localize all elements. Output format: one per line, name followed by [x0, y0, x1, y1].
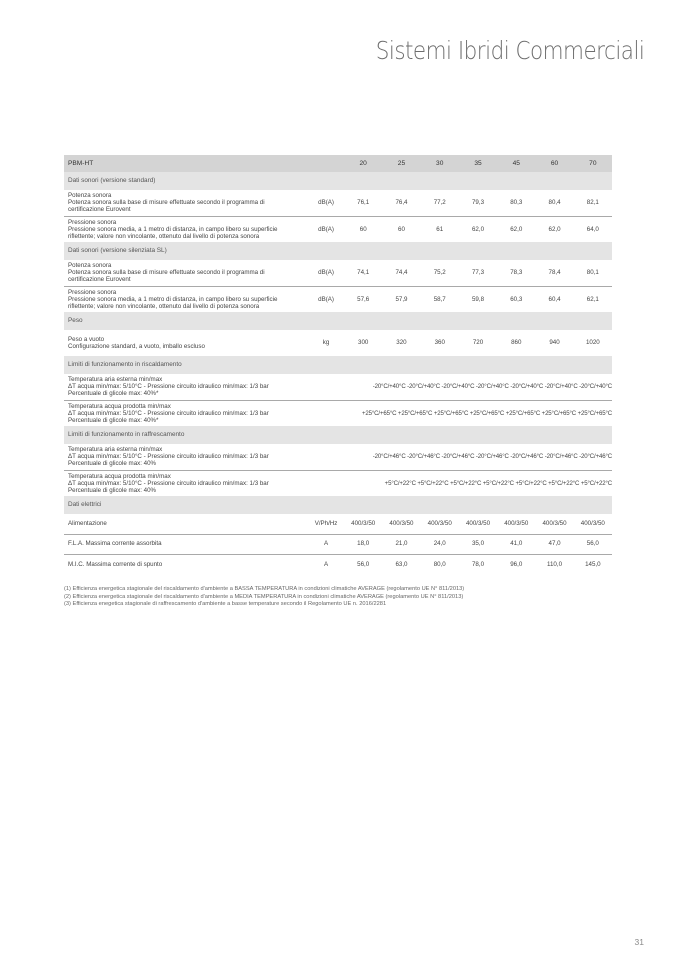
row-unit: dB(A)	[318, 225, 334, 233]
cell-value: 59,8	[471, 295, 485, 303]
section-header-row	[64, 172, 612, 190]
row-label-line: Pressione sonora	[68, 218, 117, 226]
row-label	[64, 374, 308, 400]
row-label-line: Pressione sonora	[68, 288, 117, 296]
size-header: 30	[421, 155, 459, 172]
row-unit: dB(A)	[308, 260, 344, 286]
size-header: 35	[459, 155, 497, 172]
row-label-line: Pressione sonora media, a 1 metro di distanza, in campo libero su superficie	[68, 225, 278, 233]
table-row	[64, 260, 612, 286]
row-label-line: riflettente; valore non vincolante, ottenuto dal livello di potenza sonora	[68, 232, 260, 240]
table-row	[64, 330, 612, 356]
footnote: (3) Efficienza enegetica stagionale di raffrescamento d'ambiente a basse temperature secondo il Regolamento UE n. 2016/2281	[64, 601, 387, 608]
row-unit	[308, 470, 344, 496]
cell-value: 1020	[585, 339, 600, 347]
cell-value: 82,1	[574, 190, 612, 216]
cell-value: 80,4	[535, 190, 573, 216]
row-label-line: ΔT acqua min/max: 5/10°C - Pressione circuito idraulico min/max: 1/3 bar	[68, 453, 269, 461]
cell-value: 60,3	[510, 295, 523, 303]
row-label-line: Peso a vuoto	[68, 335, 105, 343]
footnote: (2) Efficienza energetica stagionale del riscaldamento d'ambiente a MEDIA TEMPERATURA in condizioni climatiche AVERAGE (regolamento UE N° 811/2013)	[64, 593, 464, 600]
cell-value: 78,4	[535, 260, 573, 286]
row-label	[64, 514, 308, 534]
row-label-line: Percentuale di glicole max: 40%*	[68, 390, 159, 398]
cell-value: 18,0	[344, 534, 382, 554]
row-unit: kg	[322, 339, 330, 347]
cell-value: 96,0	[510, 560, 523, 568]
cell-value: 400/3/50	[497, 514, 535, 534]
row-unit: A	[308, 534, 344, 554]
row-label	[64, 554, 308, 574]
row-range-values: -20°C/+46°C -20°C/+46°C -20°C/+46°C -20°C/+46°C -20°C/+46°C -20°C/+46°C -20°C/+46°C	[344, 444, 612, 470]
size-header: 20	[344, 155, 382, 172]
cell-value: 80,3	[497, 190, 535, 216]
row-label	[64, 216, 308, 242]
spec-table-body	[64, 155, 612, 574]
footnotes	[64, 586, 624, 609]
cell-value: 400/3/50	[421, 514, 459, 534]
row-label-line: Potenza sonora sulla base di misure effettuate secondo il programma di	[68, 199, 265, 207]
section-header-row	[64, 242, 612, 260]
row-label-line: M.I.C. Massima corrente di spunto	[68, 560, 163, 568]
cell-value: 76,1	[344, 190, 382, 216]
row-label-line: Percentuale di glicole max: 40%	[68, 486, 157, 494]
cell-value: 400/3/50	[344, 514, 382, 534]
row-label-line: Temperatura aria esterna min/max	[68, 446, 163, 454]
cell-value: 400/3/50	[574, 514, 612, 534]
row-label-line: Temperatura aria esterna min/max	[68, 376, 163, 384]
table-row	[64, 534, 612, 554]
row-label-line: ΔT acqua min/max: 5/10°C - Pressione circuito idraulico min/max: 1/3 bar	[68, 409, 269, 417]
row-label-line: Temperatura acqua prodotta min/max	[68, 402, 171, 410]
cell-value: 62,0	[471, 225, 485, 233]
row-label-line: Temperatura acqua prodotta min/max	[68, 472, 171, 480]
size-header: 45	[497, 155, 535, 172]
unit-header	[308, 155, 344, 172]
cell-value: 145,0	[585, 560, 601, 568]
cell-value: 57,9	[395, 295, 408, 303]
cell-value: 24,0	[421, 534, 459, 554]
page-title: Sistemi Ibridi Commerciali	[375, 36, 644, 65]
row-unit	[308, 374, 344, 400]
cell-value: 400/3/50	[535, 514, 573, 534]
row-label	[64, 534, 308, 554]
section-title: Limiti di funzionamento in raffrescamento	[64, 426, 612, 444]
row-label-line: Alimentazione	[68, 520, 107, 528]
row-unit: dB(A)	[318, 295, 334, 303]
table-row	[64, 286, 612, 312]
cell-value: 77,2	[421, 190, 459, 216]
table-row	[64, 554, 612, 574]
row-label	[64, 400, 308, 426]
row-label	[64, 260, 308, 286]
row-label	[64, 470, 308, 496]
cell-value: 940	[549, 339, 560, 347]
cell-value: 56,0	[357, 560, 370, 568]
cell-value: 300	[358, 339, 369, 347]
row-label-line: certificazione Eurovent	[68, 206, 131, 214]
section-header-row	[64, 312, 612, 330]
cell-value: 78,0	[471, 560, 485, 568]
table-row	[64, 400, 612, 426]
row-label-line: ΔT acqua min/max: 5/10°C - Pressione circuito idraulico min/max: 1/3 bar	[68, 479, 269, 487]
size-header: 25	[382, 155, 420, 172]
table-row	[64, 374, 612, 400]
footnote: (1) Efficienza energetica stagionale del riscaldamento d'ambiente a BASSA TEMPERATURA in condizioni climatiche AVERAGE (regolamento UE N° 811/2013)	[64, 586, 465, 592]
section-header-row	[64, 496, 612, 514]
cell-value: 77,3	[459, 260, 497, 286]
section-title: Dati elettrici	[64, 496, 612, 514]
table-row	[64, 190, 612, 216]
cell-value: 320	[396, 339, 407, 347]
cell-value: 35,0	[459, 534, 497, 554]
row-label	[64, 190, 308, 216]
row-range-values: +25°C/+65°C +25°C/+65°C +25°C/+65°C +25°C/+65°C +25°C/+65°C +25°C/+65°C +25°C/+65°C	[361, 409, 612, 417]
size-header: 70	[574, 155, 612, 172]
section-title: Peso	[64, 312, 612, 330]
row-unit: V/Ph/Hz	[308, 514, 344, 534]
row-label-line: ΔT acqua min/max: 5/10°C - Pressione circuito idraulico min/max: 1/3 bar	[68, 383, 269, 391]
table-header-row	[64, 155, 612, 172]
cell-value: 64,0	[586, 225, 599, 233]
cell-value: 75,2	[421, 260, 459, 286]
cell-value: 63,0	[395, 560, 408, 568]
cell-value: 78,3	[497, 260, 535, 286]
cell-value: 74,4	[382, 260, 420, 286]
cell-value: 60	[359, 225, 367, 233]
cell-value: 80,1	[574, 260, 612, 286]
page-number: 31	[634, 937, 644, 947]
spec-table	[64, 155, 612, 574]
row-label-line: Percentuale di glicole max: 40%*	[68, 416, 159, 424]
cell-value: 60,4	[548, 295, 561, 303]
cell-value: 74,1	[344, 260, 382, 286]
cell-value: 41,0	[497, 534, 535, 554]
row-label-line: Potenza sonora	[68, 192, 112, 200]
table-row	[64, 514, 612, 534]
row-label	[64, 330, 308, 356]
table-row	[64, 216, 612, 242]
cell-value: 62,1	[586, 295, 599, 303]
row-label-line: certificazione Eurovent	[68, 276, 131, 284]
row-label-line: F.L.A. Massima corrente assorbita	[68, 540, 162, 548]
cell-value: 720	[472, 339, 484, 347]
cell-value: 400/3/50	[382, 514, 420, 534]
row-label-line: riflettente; valore non vincolante, ottenuto dal livello di potenza sonora	[68, 302, 260, 310]
cell-value: 61	[436, 225, 444, 233]
cell-value: 47,0	[535, 534, 573, 554]
cell-value: 110,0	[547, 560, 563, 568]
row-unit: dB(A)	[308, 190, 344, 216]
cell-value: 80,0	[433, 560, 446, 568]
row-range-values: -20°C/+40°C -20°C/+40°C -20°C/+40°C -20°C/+40°C -20°C/+40°C -20°C/+40°C -20°C/+40°C	[344, 374, 612, 400]
cell-value: 62,0	[510, 225, 523, 233]
cell-value: 62,0	[548, 225, 561, 233]
section-title: Limiti di funzionamento in riscaldamento	[64, 356, 612, 374]
row-unit	[308, 444, 344, 470]
section-title: Dati sonori (versione silenziata SL)	[64, 242, 612, 260]
row-label-line: Potenza sonora sulla base di misure effettuate secondo il programma di	[68, 269, 265, 277]
cell-value: 56,0	[574, 534, 612, 554]
table-row	[64, 470, 612, 496]
cell-value: 360	[434, 339, 445, 347]
table-row	[64, 444, 612, 470]
row-label-line: Percentuale di glicole max: 40%	[68, 460, 157, 468]
row-label	[64, 286, 308, 312]
cell-value: 860	[511, 339, 522, 347]
row-label-line: Pressione sonora media, a 1 metro di distanza, in campo libero su superficie	[68, 295, 278, 303]
cell-value: 58,7	[433, 295, 446, 303]
section-title: Dati sonori (versione standard)	[64, 172, 612, 190]
row-range-values: +5°C/+22°C +5°C/+22°C +5°C/+22°C +5°C/+22°C +5°C/+22°C +5°C/+22°C +5°C/+22°C	[384, 479, 612, 487]
size-header: 60	[535, 155, 573, 172]
cell-value: 21,0	[382, 534, 420, 554]
cell-value: 60	[398, 225, 405, 233]
row-label-line: Potenza sonora	[68, 262, 112, 270]
cell-value: 57,6	[357, 295, 370, 303]
row-label-line: Configurazione standard, a vuoto, imballo escluso	[68, 343, 205, 350]
cell-value: 76,4	[382, 190, 420, 216]
cell-value: 79,3	[459, 190, 497, 216]
row-label	[64, 444, 308, 470]
cell-value: 400/3/50	[459, 514, 497, 534]
section-header-row	[64, 426, 612, 444]
model-label: PBM-HT	[64, 155, 308, 172]
section-header-row	[64, 356, 612, 374]
row-unit: A	[323, 560, 329, 568]
row-unit	[308, 400, 344, 426]
